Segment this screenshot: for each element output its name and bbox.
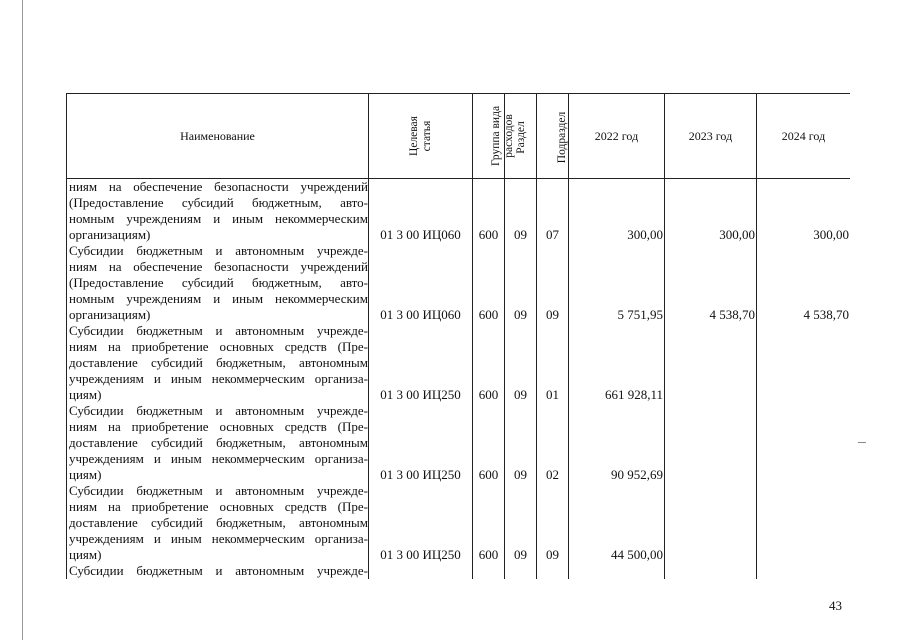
amount-2022-cell: 300,00 [569, 179, 665, 244]
amount-2023-cell: 300,00 [665, 179, 757, 244]
amount-2022-cell: 90 952,69 [569, 403, 665, 483]
target-article-cell: 01 3 00 ИЦ250 [369, 403, 473, 483]
row-name-line: ниям на приобретение основных средств (Пре- [69, 419, 368, 434]
table-row [67, 243, 851, 323]
row-name-line: ниям на приобретение основных средств (Пре- [69, 339, 368, 354]
row-name-line: циям) [69, 387, 102, 402]
row-name-line: циям) [69, 547, 102, 562]
expense-group-cell: 600 [473, 243, 505, 323]
table-row [67, 323, 851, 403]
empty-cell [757, 563, 851, 579]
row-name-line: учреждениям и иным некоммерческим организа- [69, 531, 368, 546]
row-name [67, 483, 369, 563]
amount-2022-cell: 5 751,95 [569, 243, 665, 323]
row-name-line: Субсидии бюджетным и автономным учрежде- [69, 243, 368, 258]
row-name-line: доставление субсидий бюджетным, автономным [69, 515, 368, 530]
empty-cell [665, 563, 757, 579]
table-row [67, 179, 851, 244]
amount-2024-cell: 300,00 [757, 179, 851, 244]
header-year-2022: 2022 год [569, 94, 665, 179]
subsection-cell: 02 [537, 403, 569, 483]
row-name-line: доставление субсидий бюджетным, автономным [69, 435, 368, 450]
row-name-line: номным учреждениям и иным некоммерческим [69, 211, 368, 226]
table-header-row [67, 94, 851, 179]
section-cell: 09 [505, 179, 537, 244]
row-name-line: (Предоставление субсидий бюджетным, авто- [69, 195, 368, 210]
amount-2024-cell: 4 538,70 [757, 243, 851, 323]
section-cell: 09 [505, 403, 537, 483]
row-name-line: ниям на приобретение основных средств (Пре- [69, 499, 368, 514]
amount-2024-cell [757, 483, 851, 563]
row-name-line: циям) [69, 467, 102, 482]
amount-2023-cell: 4 538,70 [665, 243, 757, 323]
subsection-cell: 07 [537, 179, 569, 244]
amount-2022-cell: 661 928,11 [569, 323, 665, 403]
row-name-line: учреждениям и иным некоммерческим организа- [69, 371, 368, 386]
row-name-line: ниям на обеспечение безопасности учреждений [69, 179, 368, 194]
budget-table [66, 93, 850, 579]
section-cell: 09 [505, 323, 537, 403]
target-article-cell: 01 3 00 ИЦ250 [369, 483, 473, 563]
row-name-line: Субсидии бюджетным и автономным учрежде- [69, 403, 368, 418]
row-name-line: организациям) [69, 227, 151, 242]
empty-cell [505, 563, 537, 579]
empty-cell [473, 563, 505, 579]
row-name-line: учреждениям и иным некоммерческим организа- [69, 451, 368, 466]
subsection-cell: 09 [537, 483, 569, 563]
expense-group-cell: 600 [473, 323, 505, 403]
amount-2022-cell: 44 500,00 [569, 483, 665, 563]
row-name-line: номным учреждениям и иным некоммерческим [69, 291, 368, 306]
target-article-cell: 01 3 00 ИЦ060 [369, 179, 473, 244]
row-name [67, 403, 369, 483]
row-name [67, 563, 369, 579]
section-cell: 09 [505, 483, 537, 563]
row-name [67, 179, 369, 244]
section-cell: 09 [505, 243, 537, 323]
table-row-partial [67, 563, 851, 579]
empty-cell [569, 563, 665, 579]
amount-2024-cell [757, 323, 851, 403]
row-name [67, 323, 369, 403]
row-name [67, 243, 369, 323]
empty-cell [537, 563, 569, 579]
header-year-2024: 2024 год [757, 94, 851, 179]
header-name: Наименование [67, 94, 369, 179]
header-year-2023: 2023 год [665, 94, 757, 179]
table-row [67, 483, 851, 563]
header-target-article: Целевая статья [369, 94, 473, 179]
header-expense-group: Группа вида расходов [473, 94, 505, 179]
subsection-cell: 01 [537, 323, 569, 403]
amount-2023-cell [665, 403, 757, 483]
row-name-line: Субсидии бюджетным и автономным учрежде- [69, 323, 368, 338]
expense-group-cell: 600 [473, 179, 505, 244]
expense-group-cell: 600 [473, 403, 505, 483]
amount-2024-cell [757, 403, 851, 483]
expense-group-cell: 600 [473, 483, 505, 563]
row-name-line: доставление субсидий бюджетным, автономным [69, 355, 368, 370]
header-subsection: Подраздел [537, 94, 569, 179]
page-number: 43 [829, 598, 842, 613]
target-article-cell: 01 3 00 ИЦ060 [369, 243, 473, 323]
target-article-cell: 01 3 00 ИЦ250 [369, 323, 473, 403]
row-name-line: ниям на обеспечение безопасности учреждений [69, 259, 368, 274]
empty-cell [369, 563, 473, 579]
amount-2023-cell [665, 323, 757, 403]
row-name-line: Субсидии бюджетным и автономным учрежде- [69, 563, 368, 578]
row-name-line: организациям) [69, 307, 151, 322]
subsection-cell: 09 [537, 243, 569, 323]
table-row [67, 403, 851, 483]
row-name-line: Субсидии бюджетным и автономным учрежде- [69, 483, 368, 498]
row-name-line: (Предоставление субсидий бюджетным, авто- [69, 275, 368, 290]
margin-mark [858, 442, 866, 443]
page-edge-line [22, 0, 23, 640]
amount-2023-cell [665, 483, 757, 563]
header-section: Раздел [505, 94, 537, 179]
budget-table-page [66, 93, 850, 591]
